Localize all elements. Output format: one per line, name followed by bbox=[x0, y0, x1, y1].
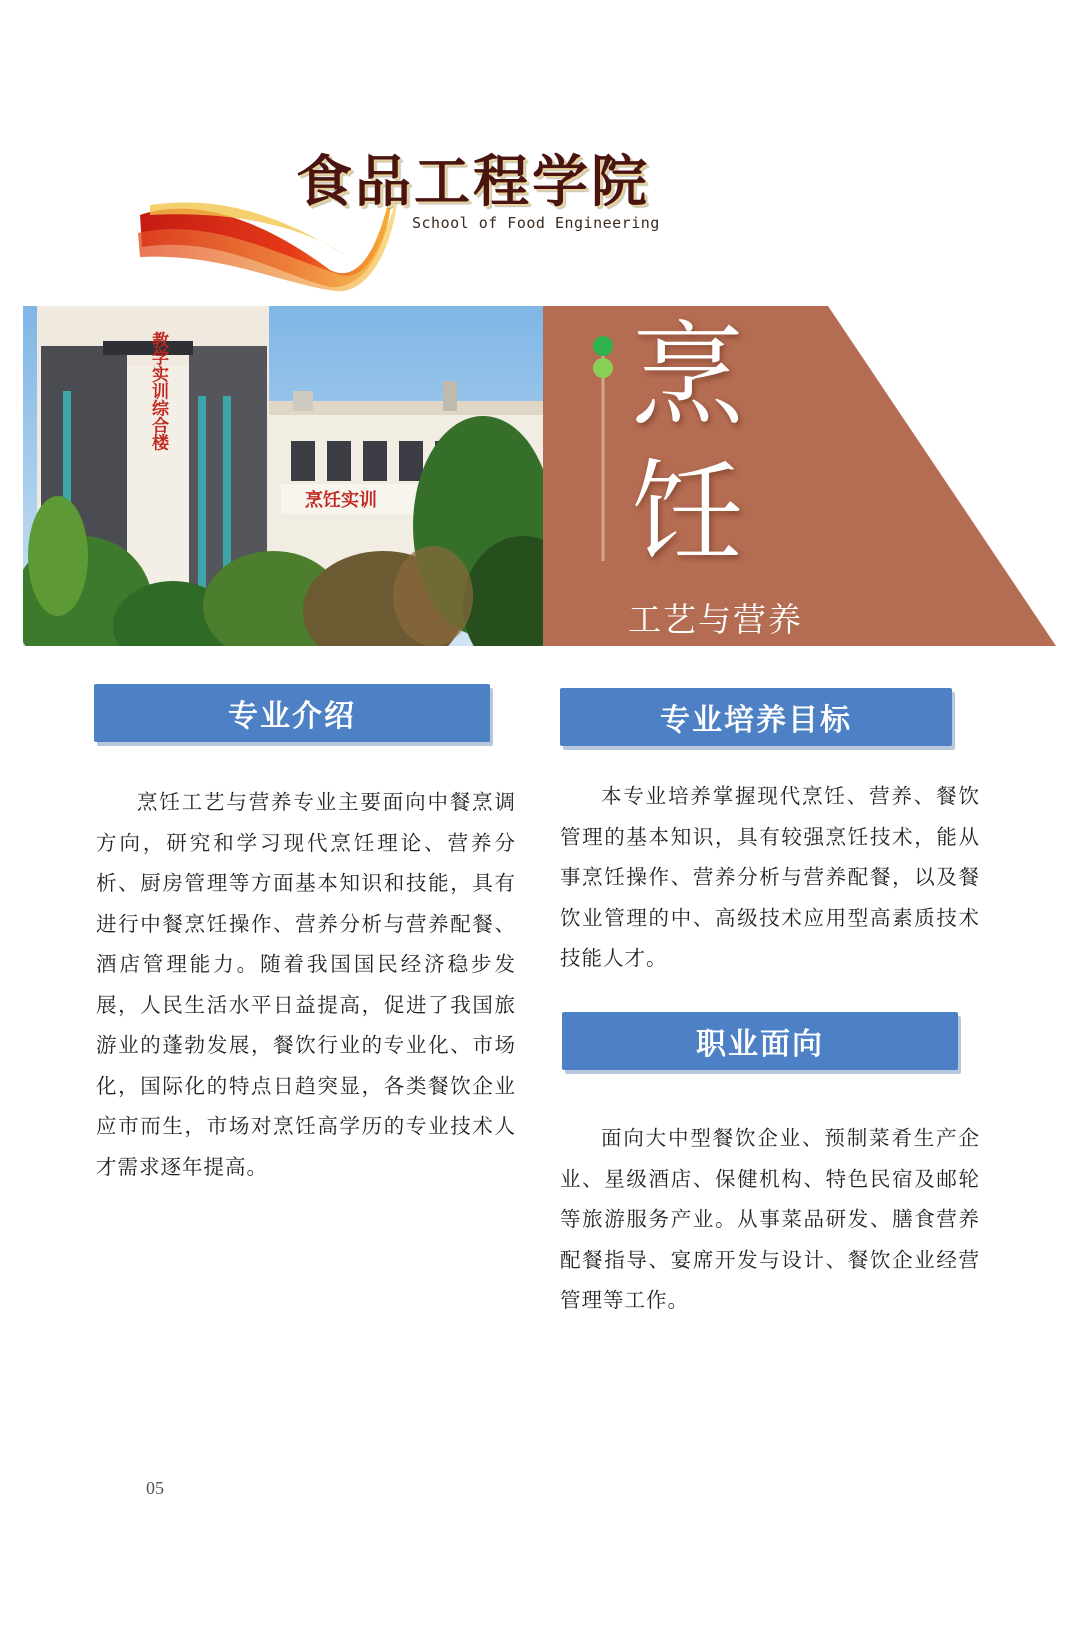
page-number: 05 bbox=[146, 1478, 164, 1498]
building-photo bbox=[23, 306, 543, 646]
banner-title-char-1: 烹 bbox=[632, 311, 744, 441]
intro-section-header: 专业介绍 bbox=[94, 684, 490, 742]
career-section-header: 职业面向 bbox=[562, 1012, 958, 1070]
school-name-english: School of Food Engineering bbox=[412, 214, 660, 232]
vertical-building-sign: 教学实训综合楼 bbox=[148, 331, 168, 451]
school-name-chinese: 食品工程学院 bbox=[296, 149, 650, 215]
career-paragraph: 面向大中型餐饮企业、预制菜肴生产企业、星级酒店、保健机构、特色民宿及邮轮等旅游服务产业。从事菜品研发、膳食营养配餐指导、宴席开发与设计、餐饮企业经营管理等工作。 bbox=[560, 1126, 980, 1312]
goal-paragraph: 本专业培养掌握现代烹饪、营养、餐饮管理的基本知识，具有较强烹饪技术，能从事烹饪操作、营养分析与营养配餐，以及餐饮业管理的中、高级技术应用型高素质技术技能人才。 bbox=[560, 784, 980, 970]
intro-paragraph: 烹饪工艺与营养专业主要面向中餐烹调方向，研究和学习现代烹饪理论、营养分析、厨房管理等方面基本知识和技能，具有进行中餐烹饪操作、营养分析与营养配餐、酒店管理能力。随着我国国民经济稳步发展，人民生活水平日益提高，促进了我国旅游业的蓬勃发展，餐饮行业的专业化、市场化，国际化的特点日趋突显，各类餐饮企业应市而生，市场对烹饪高学历的专业技术人才需求逐年提高。 bbox=[96, 790, 516, 1179]
goal-section-header: 专业培养目标 bbox=[560, 688, 952, 746]
banner-title-char-2: 饪 bbox=[632, 449, 744, 579]
horizontal-building-sign: 烹饪实训 bbox=[305, 490, 377, 511]
banner-subtitle: 工艺与营养 bbox=[628, 600, 803, 639]
